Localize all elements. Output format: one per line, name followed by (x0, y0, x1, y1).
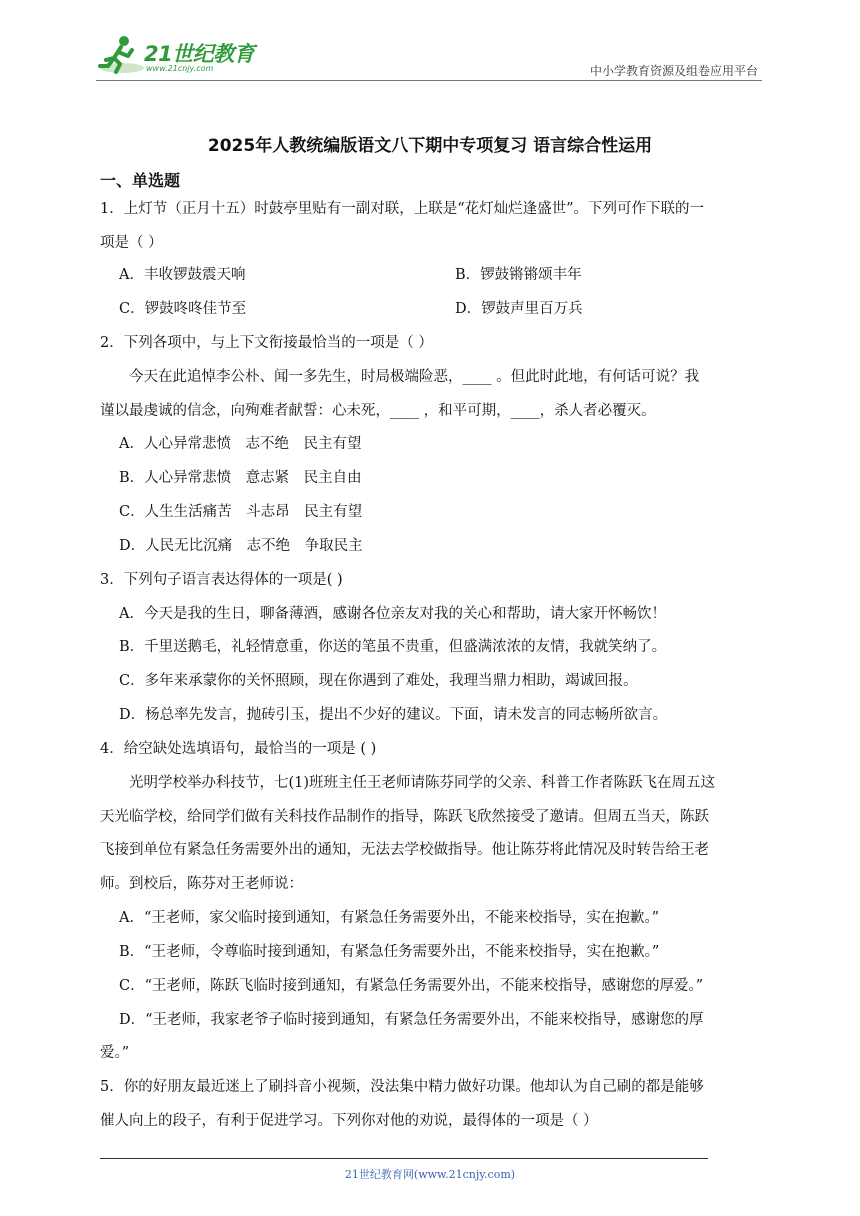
q1-stem-line1: 1．上灯节（正月十五）时鼓亭里贴有一副对联，上联是“花灯灿烂逢盛世”。下列可作下联的一 (100, 201, 705, 217)
q1-option-b[interactable]: B．锣鼓锵锵颂丰年 (455, 267, 582, 283)
q2-stem: 2．下列各项中，与上下文衔接最恰当的一项是（ ） (100, 335, 433, 351)
q4-option-d-line1[interactable]: D．“王老师，我家老爷子临时接到通知，有紧急任务需要外出，不能来校指导，感谢您的厚 (119, 1012, 704, 1028)
q4-option-a[interactable]: A．“王老师，家父临时接到通知，有紧急任务需要外出，不能来校指导，实在抱歉。” (119, 910, 660, 926)
q4-passage-line4: 师。到校后，陈芬对王老师说： (100, 876, 303, 892)
platform-name: 中小学教育资源及组卷应用平台 (589, 64, 758, 78)
q1-option-d[interactable]: D．锣鼓声里百万兵 (455, 301, 583, 317)
q2-option-c[interactable]: C．人生生活痛苦 斗志昂 民主有望 (119, 504, 363, 520)
header-divider (96, 80, 762, 81)
q3-option-a[interactable]: A．今天是我的生日，聊备薄酒，感谢各位亲友对我的关心和帮助，请大家开怀畅饮！ (119, 606, 666, 622)
footer-divider (100, 1158, 708, 1159)
q5-stem-line1: 5．你的好朋友最近迷上了刷抖音小视频，没法集中精力做好功课。他却认为自己刷的都是能够 (100, 1079, 704, 1095)
q4-stem: 4．给空缺处选填语句，最恰当的一项是 ( ) (100, 741, 377, 757)
q1-option-a[interactable]: A．丰收锣鼓震天响 (119, 267, 246, 283)
q4-option-d-line2[interactable]: 爱。” (100, 1045, 130, 1061)
q4-option-b[interactable]: B．“王老师，令尊临时接到通知，有紧急任务需要外出，不能来校指导，实在抱歉。” (119, 944, 660, 960)
section-heading: 一、单选题 (100, 171, 181, 190)
q3-option-b[interactable]: B．千里送鹅毛，礼轻情意重，你送的笔虽不贵重，但盛满浓浓的友情，我就笑纳了。 (119, 639, 667, 655)
q2-option-a[interactable]: A．人心异常悲愤 志不绝 民主有望 (119, 436, 362, 452)
q1-option-c[interactable]: C．锣鼓咚咚佳节至 (119, 301, 247, 317)
q5-stem-line2: 催人向上的段子，有利于促进学习。下列你对他的劝说，最得体的一项是（ ） (100, 1113, 598, 1129)
logo-brand-text: 21世纪教育 (144, 42, 255, 66)
q3-stem: 3．下列句子语言表达得体的一项是( ) (100, 572, 343, 588)
q4-passage-line3: 飞接到单位有紧急任务需要外出的通知，无法去学校做指导。他让陈芬将此情况及时转告给王老 (100, 842, 709, 858)
q3-option-d[interactable]: D．杨总率先发言，抛砖引玉，提出不少好的建议。下面，请未发言的同志畅所欲言。 (119, 707, 668, 723)
q1-stem-line2: 项是（ ） (100, 235, 163, 251)
q2-passage-line2: 谨以最虔诚的信念，向殉难者献誓：心未死，____ ，和平可期，____，杀人者必覆灭。 (100, 403, 656, 419)
q2-passage-line1: 今天在此追悼李公朴、闻一多先生，时局极端险恶，____ 。但此时此地，有何话可说？我 (129, 369, 700, 385)
page-header (96, 34, 762, 82)
runner-logo-icon (96, 34, 144, 78)
q4-passage-line2: 天光临学校，给同学们做有关科技作品制作的指导，陈跃飞欣然接受了邀请。但周五当天，陈跃 (100, 809, 709, 825)
q4-option-c[interactable]: C．“王老师，陈跃飞临时接到通知，有紧急任务需要外出，不能来校指导，感谢您的厚爱。” (119, 978, 704, 994)
q2-option-b[interactable]: B．人心异常悲愤 意志紧 民主自由 (119, 470, 362, 486)
site-logo[interactable] (96, 34, 266, 78)
page-title: 2025年人教统编版语文八下期中专项复习 语言综合性运用 (207, 136, 653, 156)
q3-option-c[interactable]: C．多年来承蒙你的关怀照顾，现在你遇到了难处，我理当鼎力相助，竭诚回报。 (119, 673, 638, 689)
footer-link[interactable]: 21世纪教育网(www.21cnjy.com) (344, 1168, 516, 1181)
q2-option-d[interactable]: D．人民无比沉痛 志不绝 争取民主 (119, 538, 363, 554)
q4-passage-line1: 光明学校举办科技节，七(1)班班主任王老师请陈芬同学的父亲、科普工作者陈跃飞在周五这 (129, 775, 716, 791)
logo-url-text: www.21cnjy.com (146, 64, 214, 73)
